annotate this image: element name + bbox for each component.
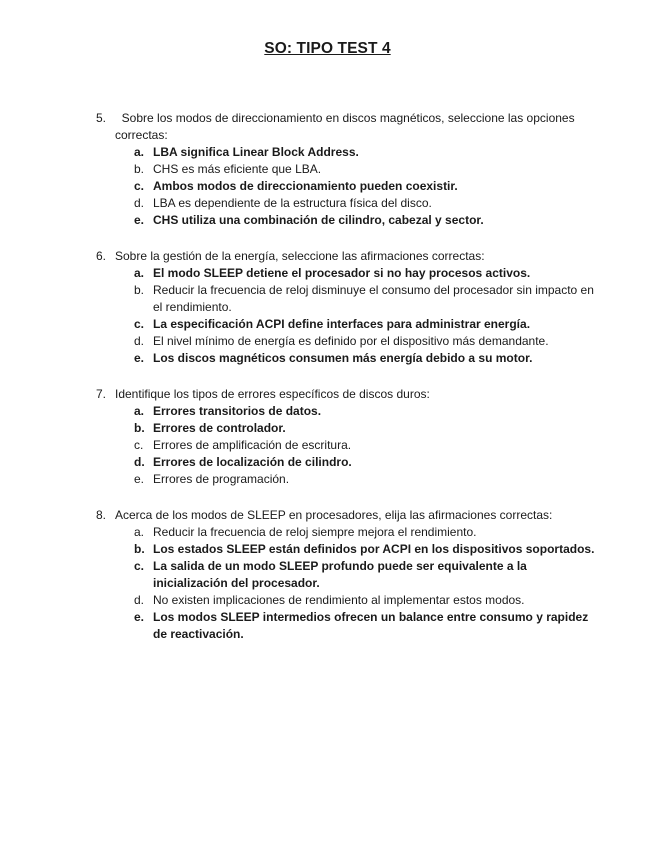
option-letter: c.	[134, 179, 145, 193]
question-text: Sobre los modos de direccionamiento en discos magnéticos, seleccione las opciones correctas:	[115, 111, 578, 142]
option-text: El nivel mínimo de energía es definido por el dispositivo más demandante.	[153, 334, 549, 348]
option-letter: c.	[134, 438, 144, 452]
option-text: Errores de localización de cilindro.	[153, 455, 352, 469]
question-stem	[96, 110, 596, 144]
option-item	[134, 454, 596, 471]
option-text: El modo SLEEP detiene el procesador si no hay procesos activos.	[153, 266, 531, 280]
question-number: 5.	[96, 111, 107, 125]
question-number: 7.	[96, 387, 107, 401]
option-item	[134, 282, 596, 316]
option-letter: e.	[134, 472, 145, 486]
option-item	[134, 212, 596, 229]
question-text: Identifique los tipos de errores específicos de discos duros:	[115, 387, 430, 401]
option-text: Errores de programación.	[153, 472, 290, 486]
option-letter: e.	[134, 610, 145, 624]
option-letter: b.	[134, 283, 145, 297]
option-item	[134, 437, 596, 454]
option-text: Ambos modos de direccionamiento pueden coexistir.	[153, 179, 458, 193]
option-item	[134, 265, 596, 282]
option-text: Reducir la frecuencia de reloj disminuye el consumo del procesador sin impacto en el rendimiento.	[153, 283, 594, 314]
option-list	[96, 144, 596, 229]
option-item	[134, 541, 596, 558]
question-2	[96, 248, 596, 367]
question-3	[96, 386, 596, 488]
option-item	[134, 316, 596, 333]
question-number: 6.	[96, 249, 107, 263]
question-stem	[96, 386, 596, 403]
option-text: CHS utiliza una combinación de cilindro, cabezal y sector.	[153, 213, 484, 227]
option-item	[134, 471, 596, 488]
option-item	[134, 195, 596, 212]
option-text: LBA es dependiente de la estructura física del disco.	[153, 196, 432, 210]
option-list	[96, 524, 596, 643]
question-1	[96, 110, 596, 229]
option-item	[134, 420, 596, 437]
option-text: Los discos magnéticos consumen más energía debido a su motor.	[153, 351, 533, 365]
question-number: 8.	[96, 508, 107, 522]
option-letter: d.	[134, 196, 145, 210]
option-item	[134, 524, 596, 541]
option-text: Los estados SLEEP están definidos por ACPI en los dispositivos soportados.	[153, 542, 595, 556]
option-text: CHS es más eficiente que LBA.	[153, 162, 322, 176]
option-text: Errores de amplificación de escritura.	[153, 438, 352, 452]
option-text: La salida de un modo SLEEP profundo puede ser equivalente a la inicialización del procesador.	[153, 559, 527, 590]
question-stem	[96, 507, 596, 524]
option-letter: b.	[134, 162, 145, 176]
option-text: Reducir la frecuencia de reloj siempre mejora el rendimiento.	[153, 525, 477, 539]
question-stem	[96, 248, 596, 265]
option-item	[134, 350, 596, 367]
option-letter: a.	[134, 145, 145, 159]
option-letter: c.	[134, 559, 145, 573]
option-letter: e.	[134, 351, 145, 365]
option-letter: d.	[134, 455, 145, 469]
option-letter: d.	[134, 593, 145, 607]
option-letter: a.	[134, 525, 145, 539]
question-list	[96, 110, 596, 662]
option-item	[134, 144, 596, 161]
option-text: LBA significa Linear Block Address.	[153, 145, 359, 159]
option-letter: e.	[134, 213, 145, 227]
option-text: Errores de controlador.	[153, 421, 286, 435]
page-title: SO: TIPO TEST 4	[264, 40, 391, 57]
option-item	[134, 609, 596, 643]
option-item	[134, 161, 596, 178]
question-text: Acerca de los modos de SLEEP en procesadores, elija las afirmaciones correctas:	[115, 508, 553, 522]
option-letter: a.	[134, 404, 145, 418]
option-text: Errores transitorios de datos.	[153, 404, 322, 418]
option-text: Los modos SLEEP intermedios ofrecen un balance entre consumo y rapidez de reactivación.	[153, 610, 589, 641]
option-item	[134, 592, 596, 609]
option-letter: b.	[134, 421, 145, 435]
option-letter: a.	[134, 266, 145, 280]
option-letter: c.	[134, 317, 145, 331]
option-item	[134, 178, 596, 195]
option-text: La especificación ACPI define interfaces para administrar energía.	[153, 317, 531, 331]
question-4	[96, 507, 596, 643]
option-text: No existen implicaciones de rendimiento al implementar estos modos.	[153, 593, 525, 607]
question-text: Sobre la gestión de la energía, seleccione las afirmaciones correctas:	[115, 249, 485, 263]
option-item	[134, 403, 596, 420]
option-letter: d.	[134, 334, 145, 348]
option-item	[134, 333, 596, 350]
option-list	[96, 403, 596, 488]
option-letter: b.	[134, 542, 145, 556]
option-item	[134, 558, 596, 592]
option-list	[96, 265, 596, 367]
